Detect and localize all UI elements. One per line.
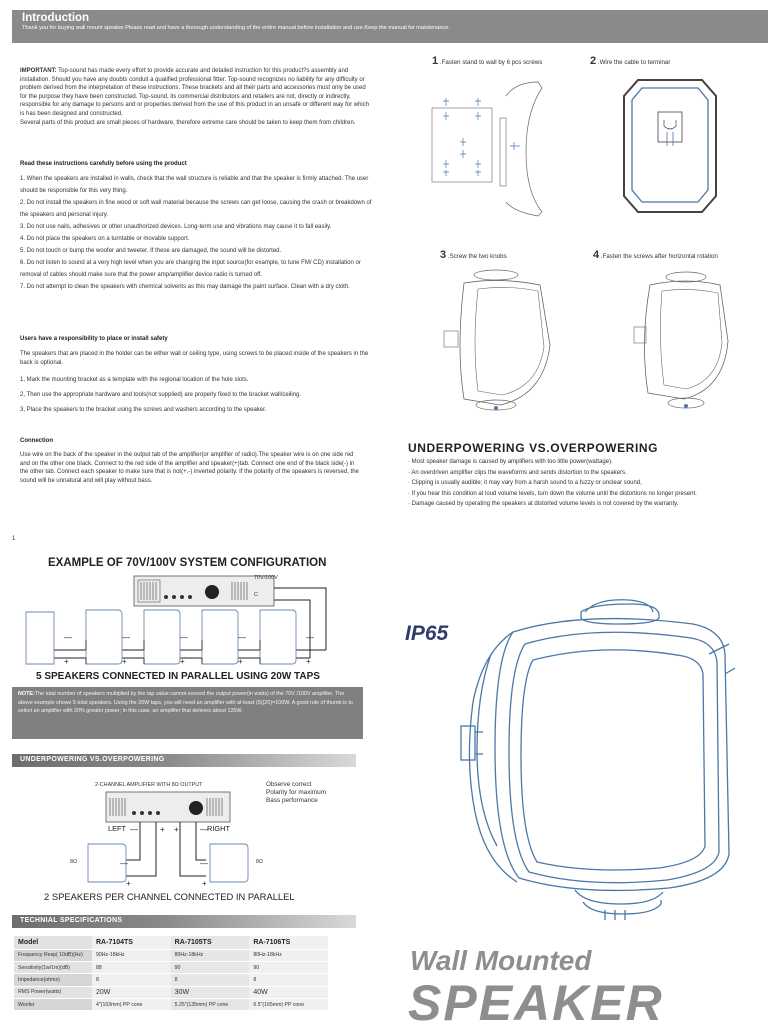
right-channel-label: RIGHT <box>207 824 230 833</box>
connection-heading: Connection <box>20 438 53 444</box>
introduction-subtitle: Thank you for buying wall mount speaker.Please read and have a thorough understanding of the entire manual before installation and use.Keep the manual for maintenance. <box>22 25 450 31</box>
spec-table-wrap <box>14 936 328 1011</box>
table-cell: 8 <box>171 974 250 986</box>
page-number: 1 <box>12 536 16 542</box>
upov-list <box>408 457 697 510</box>
list-item: 4. Do not place the speakers on a turntable or movable support. <box>20 236 190 242</box>
amp-common-label: C <box>254 592 258 598</box>
upov-title: UNDERPOWERING VS.OVERPOWERING <box>408 441 659 455</box>
list-item: · An overdriven amplifier clips the waveforms and sends distortion to the speakers. <box>408 469 627 476</box>
table-cell: 80Hz-18kHz <box>171 949 250 961</box>
responsibility-step: 2, Then use the appropriate hardware and tools(not supplied) are properly fixed to the bracket wall/ceiling. <box>20 392 302 398</box>
table-header-row <box>14 936 328 949</box>
list-item: 5. Do not touch or bump the woofer and tweeter. If these are damaged, the sound will be distorted. <box>20 248 282 254</box>
responsibility-heading: Users have a responsibility to place or install safety <box>20 336 168 342</box>
svg-text:—: — <box>120 859 128 868</box>
list-item: 1. When the speakers are installed in walls, check that the wall structure is reliable and that the speaker is firmly attached. The user should be responsible for this very thing. <box>20 176 369 194</box>
svg-text:—: — <box>64 633 72 642</box>
step-2-caption: 2 .Wire the cable to terminar <box>590 55 671 67</box>
introduction-title: Introduction <box>22 12 90 24</box>
list-item: · Damage caused by operating the speakers at distorted volume levels is not covered by the warranty. <box>408 501 679 507</box>
table-header-cell: RA-7104TS <box>92 936 171 949</box>
svg-text:—: — <box>306 633 314 642</box>
table-cell: 4"(103mm) PP cone <box>92 999 171 1011</box>
left-channel-label: LEFT <box>108 824 127 833</box>
two-channel-amp-label: 2-CHANNEL AMPLIFIER WITH 8Ω OUTPUT <box>95 782 203 788</box>
responsibility-step: 1, Mark the mounting bracket as a template with the regional location of the hole slots. <box>20 377 249 383</box>
svg-text:+: + <box>122 657 127 666</box>
table-cell: Woofer <box>14 999 92 1011</box>
right-impedance-label: 8Ω <box>256 859 264 865</box>
spec-table <box>14 936 328 1011</box>
table-cell: 6.5"(165mm) PP cone <box>249 999 328 1011</box>
svg-text:+: + <box>160 825 165 834</box>
note-box <box>12 687 363 739</box>
left-impedance-label: 8Ω <box>70 859 78 865</box>
table-cell: 88 <box>92 961 171 973</box>
table-cell: Impedance(ohms) <box>14 974 92 986</box>
table-cell: 90Hz-18kHz <box>92 949 171 961</box>
svg-text:—: — <box>130 825 138 834</box>
step-4-speaker-illustration <box>632 265 742 415</box>
table-row <box>14 986 328 998</box>
svg-text:+: + <box>180 657 185 666</box>
svg-text:+: + <box>174 825 179 834</box>
svg-text:—: — <box>200 825 208 834</box>
read-instructions-heading: Read these instructions carefully before using the product <box>20 161 187 167</box>
list-item: 3. Do not use nails, adhesives or other unauthorized devices. Long-term use and vibrations may cause it to fall easily. <box>20 224 332 230</box>
svg-text:—: — <box>122 633 130 642</box>
list-item: · If you hear this condition at loud volume levels, turn down the volume until the distortions no longer present. <box>408 490 697 497</box>
step-3-caption: 3 .Screw the two knobs <box>440 249 507 261</box>
svg-text:+: + <box>306 657 311 666</box>
responsibility-step: 3, Place the speakers to the bracket using the screws and washers according to the speaker. <box>20 407 267 413</box>
table-cell: Sensitivity(1w/1m)(dB) <box>14 961 92 973</box>
ip65-label: IP65 <box>405 622 449 645</box>
connection-text: Use wire on the back of the speaker in the output tab of the amplifier(or amplifier of radio).The speaker wire is on one side red and on the other one black. Connect to the red side of the amplifier and speaker(+)tab. Connect one end of the black side(-) in the other tab. Connect each speaker to make sure that is not(+,-) inverted polarity. If the polarity of the speakers is reversed, the sound will be unnatural and will play without bass. <box>20 452 359 484</box>
table-cell: 20W <box>92 986 171 998</box>
important-notice <box>20 67 372 127</box>
polarity-note: Observe correct Polarity for maximum Bass performance <box>266 781 327 804</box>
note-text: The total number of speakers multiplied by the tap value cannot exceed the output power(in watts) of the 70V /100V amplifier. The above example shows 5 total speakers. Using the 20W taps, you will need an amplifier with at least (5)(20)=100W. A good rule of thumb is to select an amplifier with 20% greater power; in this case, an amplifier that delivers about 125W. <box>18 691 353 715</box>
table-cell: 90 <box>249 961 328 973</box>
table-cell: 8 <box>249 974 328 986</box>
step-1-bracket-illustration <box>430 72 580 222</box>
svg-text:—: — <box>180 633 188 642</box>
important-text: Top-sound has made every effort to provide accurate and detailed instruction for this product?s assembly and installation. Should you have any doubts conduit a qualified professional fitter. Top-sound recognizes no liability for any difficulty or problem derived from the interpretation of these instructions. These brackets and all their parts and accessories must only be used for the purpose they have been constructed. Top-sound, its commercial distributors and retailers are not, directly or indirectly, responsible for any damage to persons and or properties derived from the use of this product in an unsafe or different way for which is has been designed and constructed. <box>20 68 370 117</box>
step-3-speaker-illustration <box>438 265 558 415</box>
svg-text:+: + <box>64 657 69 666</box>
example-title: EXAMPLE OF 70V/100V SYSTEM CONFIGURATION <box>48 557 327 569</box>
step-4-caption: 4 .Fasten the screws after horizontal rotation <box>593 249 718 261</box>
read-instructions-list <box>20 173 372 293</box>
table-cell: 5.25"(135mm) PP cone <box>171 999 250 1011</box>
wall-mounted-title: Wall Mounted <box>410 945 592 976</box>
table-cell: 8 <box>92 974 171 986</box>
parallel-caption: 5 SPEAKERS CONNECTED IN PARALLEL USING 20W TAPS <box>36 671 320 682</box>
svg-text:+: + <box>202 879 207 888</box>
list-item: 6. Do not listen to sound at a very high level when you are changing the input source(for example, to tune FM/ CD) installation or removal of cables should make sure that the power amp/amplifier device radio is turned off. <box>20 260 361 278</box>
table-cell: 40W <box>249 986 328 998</box>
list-item: 7. Do not attempt to clean the speakers with chemical solvents as this may damage the paint surface. Clean with a dry cloth. <box>20 284 350 290</box>
two-channel-wiring-diagram <box>70 788 290 888</box>
svg-text:+: + <box>126 879 131 888</box>
table-header-cell: Model <box>14 936 92 949</box>
table-row <box>14 949 328 961</box>
svg-text:—: — <box>200 859 208 868</box>
table-row <box>14 961 328 973</box>
list-item: · Clipping is usually audible; it may vary from a harsh sound to a fuzzy or unclear sound, <box>408 480 642 486</box>
important-text-children: Several parts of this product are small pieces of hardware, therefore extreme care should be taken to keep them from children. <box>20 119 356 126</box>
introduction-banner <box>12 10 768 43</box>
speaker-title: SPEAKER <box>408 975 664 1024</box>
table-cell: RMS Power(watts) <box>14 986 92 998</box>
important-label: IMPORTANT: <box>20 68 57 74</box>
table-cell: 30W <box>171 986 250 998</box>
amp-voltage-label: 70V/100V <box>254 575 278 581</box>
parallel-wiring-diagram <box>24 572 344 672</box>
underpowering-band: UNDERPOWERING VS.OVERPOWERING <box>12 754 356 767</box>
list-item: 2. Do not install the speakers in fine wood or soft wall material because the screws can get loose, causing the crash or breakdown of the speakers and personal injury. <box>20 200 372 218</box>
step-2-speaker-back-illustration <box>620 74 720 219</box>
table-header-cell: RA-7106TS <box>249 936 328 949</box>
two-channel-caption: 2 SPEAKERS PER CHANNEL CONNECTED IN PARALLEL <box>44 891 295 902</box>
list-item: · Most speaker damage is caused by amplifiers with too little power(wattage). <box>408 459 613 465</box>
table-cell: 80Hz-18kHz <box>249 949 328 961</box>
speaker-product-illustration <box>455 590 755 925</box>
table-row <box>14 974 328 986</box>
step-1-caption: 1 .Fasten stand to wall by 6 pcs screws <box>432 55 543 67</box>
svg-text:—: — <box>238 633 246 642</box>
note-label: NOTE: <box>18 691 35 697</box>
table-cell: 90 <box>171 961 250 973</box>
table-cell: Frequency Resp( 10dB)(Hz) <box>14 949 92 961</box>
responsibility-intro: The speakers that are placed in the holder can be either wall or ceiling type, using screws to be placed inside of the speakers in the back is optional. <box>20 351 369 366</box>
table-row <box>14 999 328 1011</box>
table-header-cell: RA-7105TS <box>171 936 250 949</box>
spec-band: TECHNIAL SPECIFICATIONS <box>12 915 356 928</box>
svg-text:+: + <box>238 657 243 666</box>
